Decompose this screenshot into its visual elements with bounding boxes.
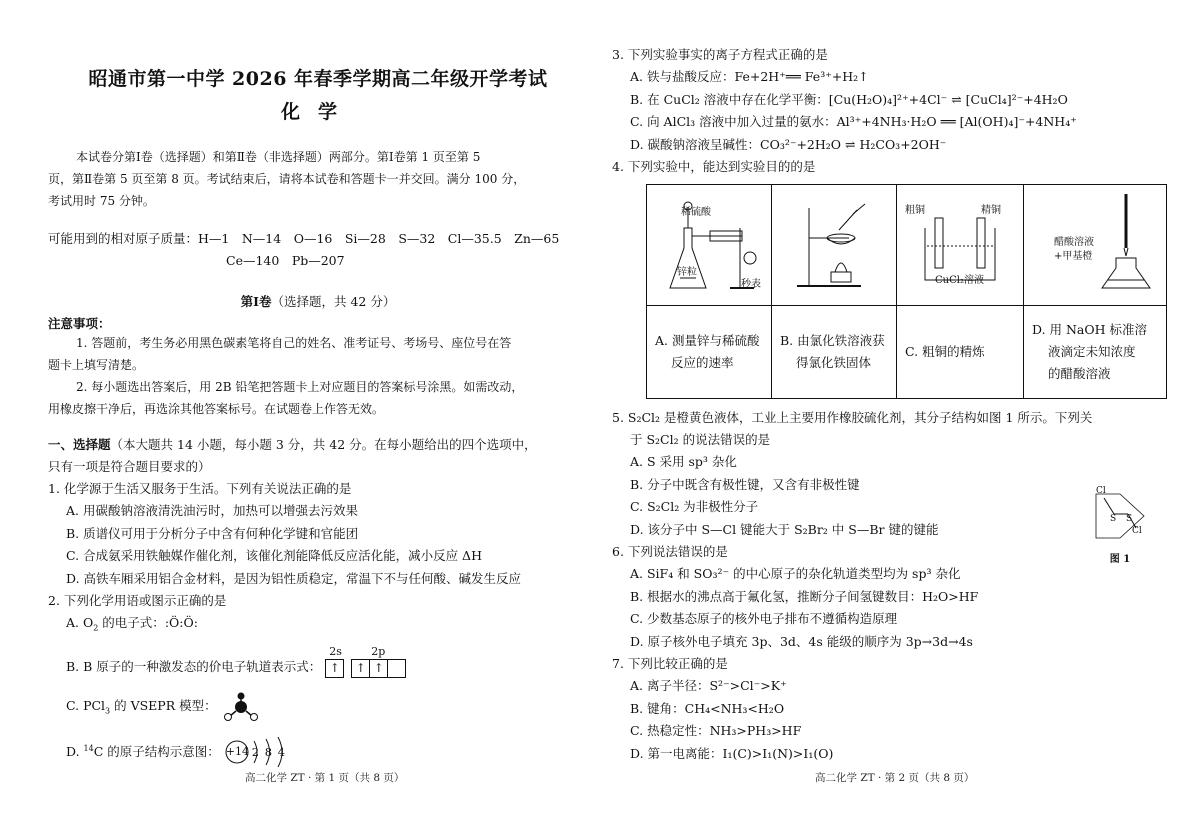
option-2a: A. $O_2$ 的电子式：:Ö:Ö:: [66, 615, 198, 633]
orbital-diagram: [325, 644, 405, 681]
option: B. 质谱仪可用于分析分子中含有何种化学键和官能团: [66, 525, 359, 541]
right-page: [612, 44, 1172, 765]
notes-title: 注意事项：: [48, 316, 111, 331]
option: A. SiF₄ 和 SO₃²⁻ 的中心原子的杂化轨道类型均为 sp³ 杂化: [630, 566, 961, 581]
page-footer-left: 高二化学 ZT · 第 1 页（共 8 页）: [245, 772, 405, 784]
option-4d: D. 用 NaOH 标准溶 液滴定未知浓度 的醋酸溶液: [1024, 306, 1167, 399]
option: D. 第一电离能：I₁(C)>I₁(N)>I₁(O): [630, 745, 834, 761]
label-crude-copper: 粗铜: [905, 205, 925, 216]
experiment-table: [646, 184, 1167, 399]
label-pure-copper: 精铜: [981, 205, 1001, 216]
section-subtitle: （选择题，共 42 分）: [271, 294, 396, 309]
orbital-label-2s: 2s: [329, 644, 342, 658]
figure-a: [647, 185, 772, 306]
atomic-masses-line: Ce—140 Pb—207: [226, 253, 345, 268]
option-2d: D. $^{14}$C 的原子结构示意图： +14 2 8 4: [48, 731, 588, 767]
titration-apparatus-icon: [1030, 188, 1160, 298]
section-heading: [48, 292, 588, 310]
option: B. 键角：CH₄<NH₃<H₂O: [630, 700, 785, 716]
section-title: 第Ⅰ卷: [240, 294, 272, 309]
label-cucl2-solution: CuCl₂溶液: [935, 275, 984, 286]
experiment-options-row: [647, 306, 1167, 399]
question-3: 3. 下列实验事实的离子方程式正确的是: [612, 47, 828, 62]
electron-shells: 2 8 4: [251, 745, 287, 760]
page-footer-right: 高二化学 ZT · 第 2 页（共 8 页）: [815, 772, 975, 784]
intro-block: [48, 146, 588, 212]
question-7: 7. 下列比较正确的是: [612, 656, 728, 671]
exam-subject: 化学: [280, 101, 355, 123]
option: D. 该分子中 S—Cl 键能大于 S₂Br₂ 中 S—Br 键的键能: [630, 521, 939, 537]
label-dilute-h2so4: 稀硫酸: [681, 207, 711, 218]
option: C. 少数基态原子的核外电子排布不遵循构造原理: [630, 611, 898, 626]
option: C. 热稳定性：NH₃>PH₃>HF: [630, 723, 802, 738]
question-5-cont: 于 S₂Cl₂ 的说法错误的是: [630, 432, 771, 447]
orbital-box: [387, 659, 406, 678]
option-4c: C. 粗铜的精炼: [897, 306, 1024, 399]
option: D. 碳酸钠溶液呈碱性：CO₃²⁻+2H₂O ⇌ H₂CO₃+2OH⁻: [630, 136, 947, 152]
option: C. S₂Cl₂ 为非极性分子: [630, 499, 759, 514]
note-line: 2. 每小题选出答案后，用 2B 铅笔把答题卡上对应题目的答案标号涂黑。如需改动，: [76, 380, 524, 394]
option: C. 向 AlCl₃ 溶液中加入过量的氨水：Al³⁺+4NH₃·H₂O ══ [Al(OH)₄]⁻+4NH₄⁺: [630, 114, 1077, 129]
evaporation-apparatus-icon: [779, 188, 889, 298]
option-4a: A. 测量锌与稀硫酸 反应的速率: [647, 306, 772, 399]
atom-label-cl: Cl: [1096, 486, 1106, 496]
electron-dot-formula: :Ö:Ö:: [164, 615, 198, 630]
part-title: 一、选择题: [48, 437, 111, 452]
intro-line: 页，第Ⅱ卷第 5 页至第 8 页。考试结束后，请将本试卷和答题卡一并交回。满分 100 分，: [48, 172, 526, 186]
orbital-label-2p: 2p: [371, 644, 386, 658]
figure-1-caption: 图 1: [1109, 554, 1131, 565]
option-2c: C. PCl$_3$ 的 VSEPR 模型：: [48, 691, 588, 721]
question-1: 1. 化学源于生活又服务于生活。下列有关说法正确的是: [48, 481, 352, 496]
option-2b: B. B 原子的一种激发态的价电子轨道表示式： 2s 2p ↑ ↑ ↑: [48, 654, 588, 681]
option: A. 铁与盐酸反应：Fe+2H⁺══ Fe³⁺+H₂↑: [630, 69, 869, 84]
atomic-structure-diagram: [224, 735, 294, 769]
option: B. 根据水的沸点高于氟化氢，推断分子间氢键数目：H₂O>HF: [630, 588, 979, 604]
question-5: 5. S₂Cl₂ 是橙黄色液体，工业上主要用作橡胶硫化剂，其分子结构如图 1 所示。下列关: [612, 410, 1093, 425]
option: C. 合成氨采用铁触媒作催化剂，该催化剂能降低反应活化能，减小反应 ΔH: [66, 548, 482, 563]
vsepr-model-icon: [221, 691, 261, 721]
option: D. 原子核外电子填充 3p、3d、4s 能级的顺序为 3p→3d→4s: [630, 633, 973, 649]
note-line: 题卡上填写清楚。: [48, 358, 145, 372]
experiment-figures-row: [647, 185, 1167, 306]
note-line: 1. 答题前，考生务必用黑色碳素笔将自己的姓名、准考证号、考场号、座位号在答: [76, 336, 512, 350]
question-2: 2. 下列化学用语或图示正确的是: [48, 593, 227, 608]
option: B. 在 CuCl₂ 溶液中存在化学平衡：[Cu(H₂O)₄]²⁺+4Cl⁻ ⇌ [CuCl₄]²⁻+4H₂O: [630, 91, 1068, 107]
label-stopwatch: 秒表: [741, 279, 761, 290]
option: A. 用碳酸钠溶液清洗油污时，加热可以增强去污效果: [66, 503, 358, 518]
intro-line: 考试用时 75 分钟。: [48, 194, 155, 208]
option: A. S 采用 sp³ 杂化: [630, 454, 737, 469]
exam-title: 昭通市第一中学 2026 年春季学期高二年级开学考试: [88, 68, 548, 90]
option: B. 分子中既含有极性键，又含有非极性键: [630, 476, 860, 492]
nucleus-charge: +14: [225, 745, 249, 759]
figure-c: [897, 185, 1024, 306]
atom-label-s: S: [1110, 514, 1117, 524]
orbital-box: ↑: [351, 659, 370, 678]
atomic-masses: [48, 228, 588, 272]
option: A. 离子半径：S²⁻>Cl⁻>K⁺: [630, 678, 787, 693]
note-line: 用橡皮擦干净后，再选涂其他答案标号。在试题卷上作答无效。: [48, 402, 385, 416]
part-heading: [48, 434, 588, 456]
atom-label-cl: Cl: [1132, 526, 1142, 536]
atomic-masses-line: 可能用到的相对原子质量：H—1 N—14 O—16 Si—28 S—32 Cl—35.5 Zn—65: [48, 231, 560, 246]
atom-label-s: S: [1126, 514, 1133, 524]
left-page: [48, 0, 588, 767]
orbital-box: ↑: [369, 659, 388, 678]
question-4: 4. 下列实验中，能达到实验目的的是: [612, 159, 816, 174]
question-6: 6. 下列说法错误的是: [612, 544, 728, 559]
option: D. 高铁车厢采用铝合金材料，是因为铝性质稳定，常温下不与任何酸、碱发生反应: [66, 570, 522, 586]
label-acetic-acid: 醋酸溶液: [1054, 237, 1094, 248]
figure-1: [1090, 488, 1150, 565]
label-zinc: 锌粒: [677, 267, 697, 278]
part-description: （本大题共 14 小题，每小题 3 分，共 42 分。在每小题给出的四个选项中，: [110, 437, 537, 452]
figure-d: [1024, 185, 1167, 306]
part-description: 只有一项是符合题目要求的）: [48, 459, 211, 474]
orbital-box: ↑: [325, 659, 344, 678]
figure-b: [772, 185, 897, 306]
intro-line: 本试卷分第Ⅰ卷（选择题）和第Ⅱ卷（非选择题）两部分。第Ⅰ卷第 1 页至第 5: [76, 150, 481, 164]
label-methyl-orange: +甲基橙: [1054, 251, 1093, 262]
option-4b: B. 由氯化铁溶液获 得氯化铁固体: [772, 306, 897, 399]
